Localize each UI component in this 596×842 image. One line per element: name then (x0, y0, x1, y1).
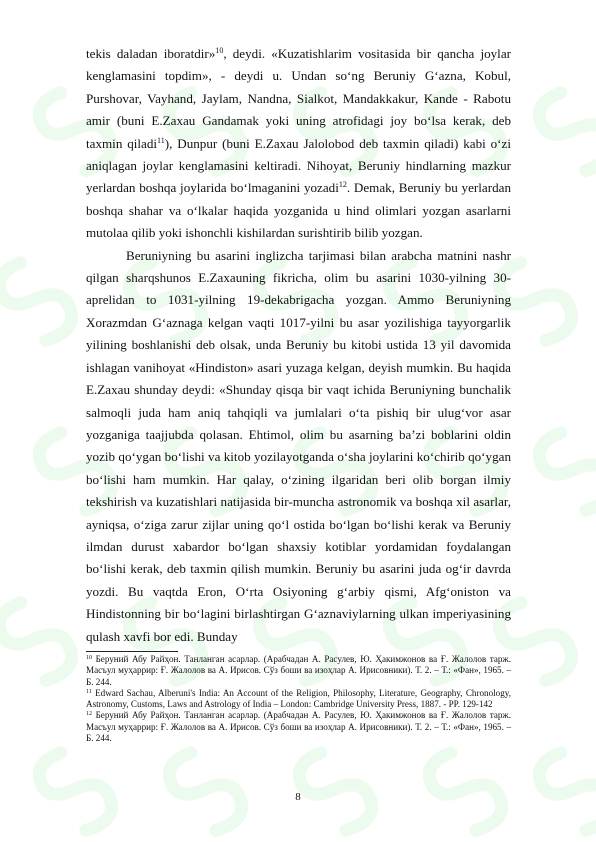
text-segment: , deydi. «Kuzatishlarim vositasida bir qancha joylar kenglamasini topdim», - deydi u. Undan so‘ng Beruniy G‘azna, Kobul, Purshovar, Vayhand, Jaylam, Nandna, Sialkot, Mandakkakur, Kande - Rabotu amir (buni E.Zaxau Gandamak yoki uning atrofidagi joy bo‘lsa kerak, deb taxmin qiladi (86, 46, 511, 151)
footnote-ref[interactable]: 12 (338, 180, 347, 190)
footnote-text: Edward Sachau, Alberuni's India: An Account of the Religion, Philosophy, Literature, Geography, Chronology, Astronomy, Customs, Laws and Astrology of India – London: Cambridge University Press, 1887. - PP. 129-142 (86, 687, 511, 710)
text-segment: ), Dunpur (buni E.Zaxau Jalolobod deb taxmin qiladi) kabi o‘zi aniqlagan joylar kenglamasini keltiradi. Nihoyat, Beruniy hindlarning mazkur yerlardan boshqa joylarida bo‘lmaganini yozadi (86, 135, 511, 196)
watermark-mark (0, 253, 80, 349)
watermark-mark (532, 83, 596, 179)
footnote-11 (86, 688, 511, 711)
page-body (86, 43, 511, 744)
text-segment: Beruniyning bu asarini inglizcha tarjimasi bilan arabcha matnini nashr qilgan sharqshunos E.Zaxauning fikricha, olim bu asarini 1030-yilning 30-aprelidan to 1031-yilning 19-dekabrigacha yozgan. Ammo Beruniyning Xorazmdan G‘aznaga kelgan vaqti 1017-yilni bu asar yozilishiga tayyorgarlik yilining boshlanishi deb olsak, unda Beruniy bu kitobi ustida 13 yil davomida ishlagan vanihoyat «Hindiston» asari yuzaga kelgan, deyish mumkin. Bu haqida E.Zaxau shunday deydi: «Shunday qisqa bir vaqt ichida Beruniyning bunchalik salmoqli juda ham aniq tahqiqli va jumlalari o‘ta pishiq bir ulug‘vor asar yozganiga taajjubda qolasan. Ehtimol, olim bu asarning ba’zi boblarini oldin yozib qo‘ygan bo‘lishi va kitob yozilayotganda o‘sha joylarini ko‘chirib qo‘ygan bo‘lishi ham mumkin. Har qalay, o‘zining ilgaridan beri olib borgan ilmiy tekshirish va kuzatishlari natijasida bir-muncha astronomik va boshqa xil asarlar, ayniqsa, o‘ziga zarur zijlar uning qo‘l ostida bo‘lgan bo‘lishi kerak va Beruniy ilmdan durust xabardor bo‘lgan shaxsiy kotiblar yordamidan foydalangan bo‘lishi kerak, deb taxmin qilish mumkin. Beruniy bu asarini juda og‘ir davrda yozdi. Bu vaqtda Eron, O‘rta Osiyoning g‘arbiy qismi, Afg‘oniston va Hindistonning bir bo‘lagini birlashtirgan G‘aznaviylarning ulkan imperiyasining qulash xavfi bor edi. Bunday (86, 247, 511, 644)
footnote-number: 10 (86, 654, 92, 661)
footnote-ref[interactable]: 11 (157, 135, 165, 145)
footnote-text: Беруний Абу Райҳон. Танланган асарлар. (Арабчадан А. Расулев, Ю. Ҳакимжонов ва Ғ. Жалолов тарж. Масъул муҳаррир: Ғ. Жалолов ва А. Ирисов. Сўз боши ва изоҳлар А. Ирисовники). Т. 2. – Т.: «Фан», 1965. – Б. 244. (86, 710, 511, 744)
footnote-10 (86, 654, 511, 688)
page-number: 8 (295, 791, 301, 803)
main-text (86, 43, 511, 648)
watermark-mark (0, 593, 80, 689)
text-segment: tekis daladan iboratdir» (86, 46, 216, 61)
footnote-ref[interactable]: 10 (215, 46, 224, 55)
footnote-number: 11 (86, 688, 92, 695)
footnote-number: 12 (86, 711, 92, 718)
footnote-text: Беруний Абу Райҳон. Танланган асарлар. (Арабчадан А. Расулев, Ю. Ҳакимжонов ва Ғ. Жалолов тарж. Масъул муҳаррир: Ғ. Жалолов ва А. Ирисов. Сўз боши ва изоҳлар А. Ирисовники). Т. 2. – Т.: «Фан», 1965. – Б. 244. (86, 653, 511, 687)
paragraph-2 (86, 245, 511, 648)
watermark-mark (532, 423, 596, 519)
text-segment: . Demak, Beruniy bu yerlardan boshqa shahar va o‘lkalar haqida yozganida u hind olimlari yozgan asarlarni mutolaa qilib yoki ishonchli kishilardan surishtirib bilib yozgan. (86, 180, 511, 241)
footnotes (86, 654, 511, 744)
footnote-12 (86, 710, 511, 744)
footnote-divider (86, 651, 178, 652)
paragraph-1 (86, 43, 511, 245)
